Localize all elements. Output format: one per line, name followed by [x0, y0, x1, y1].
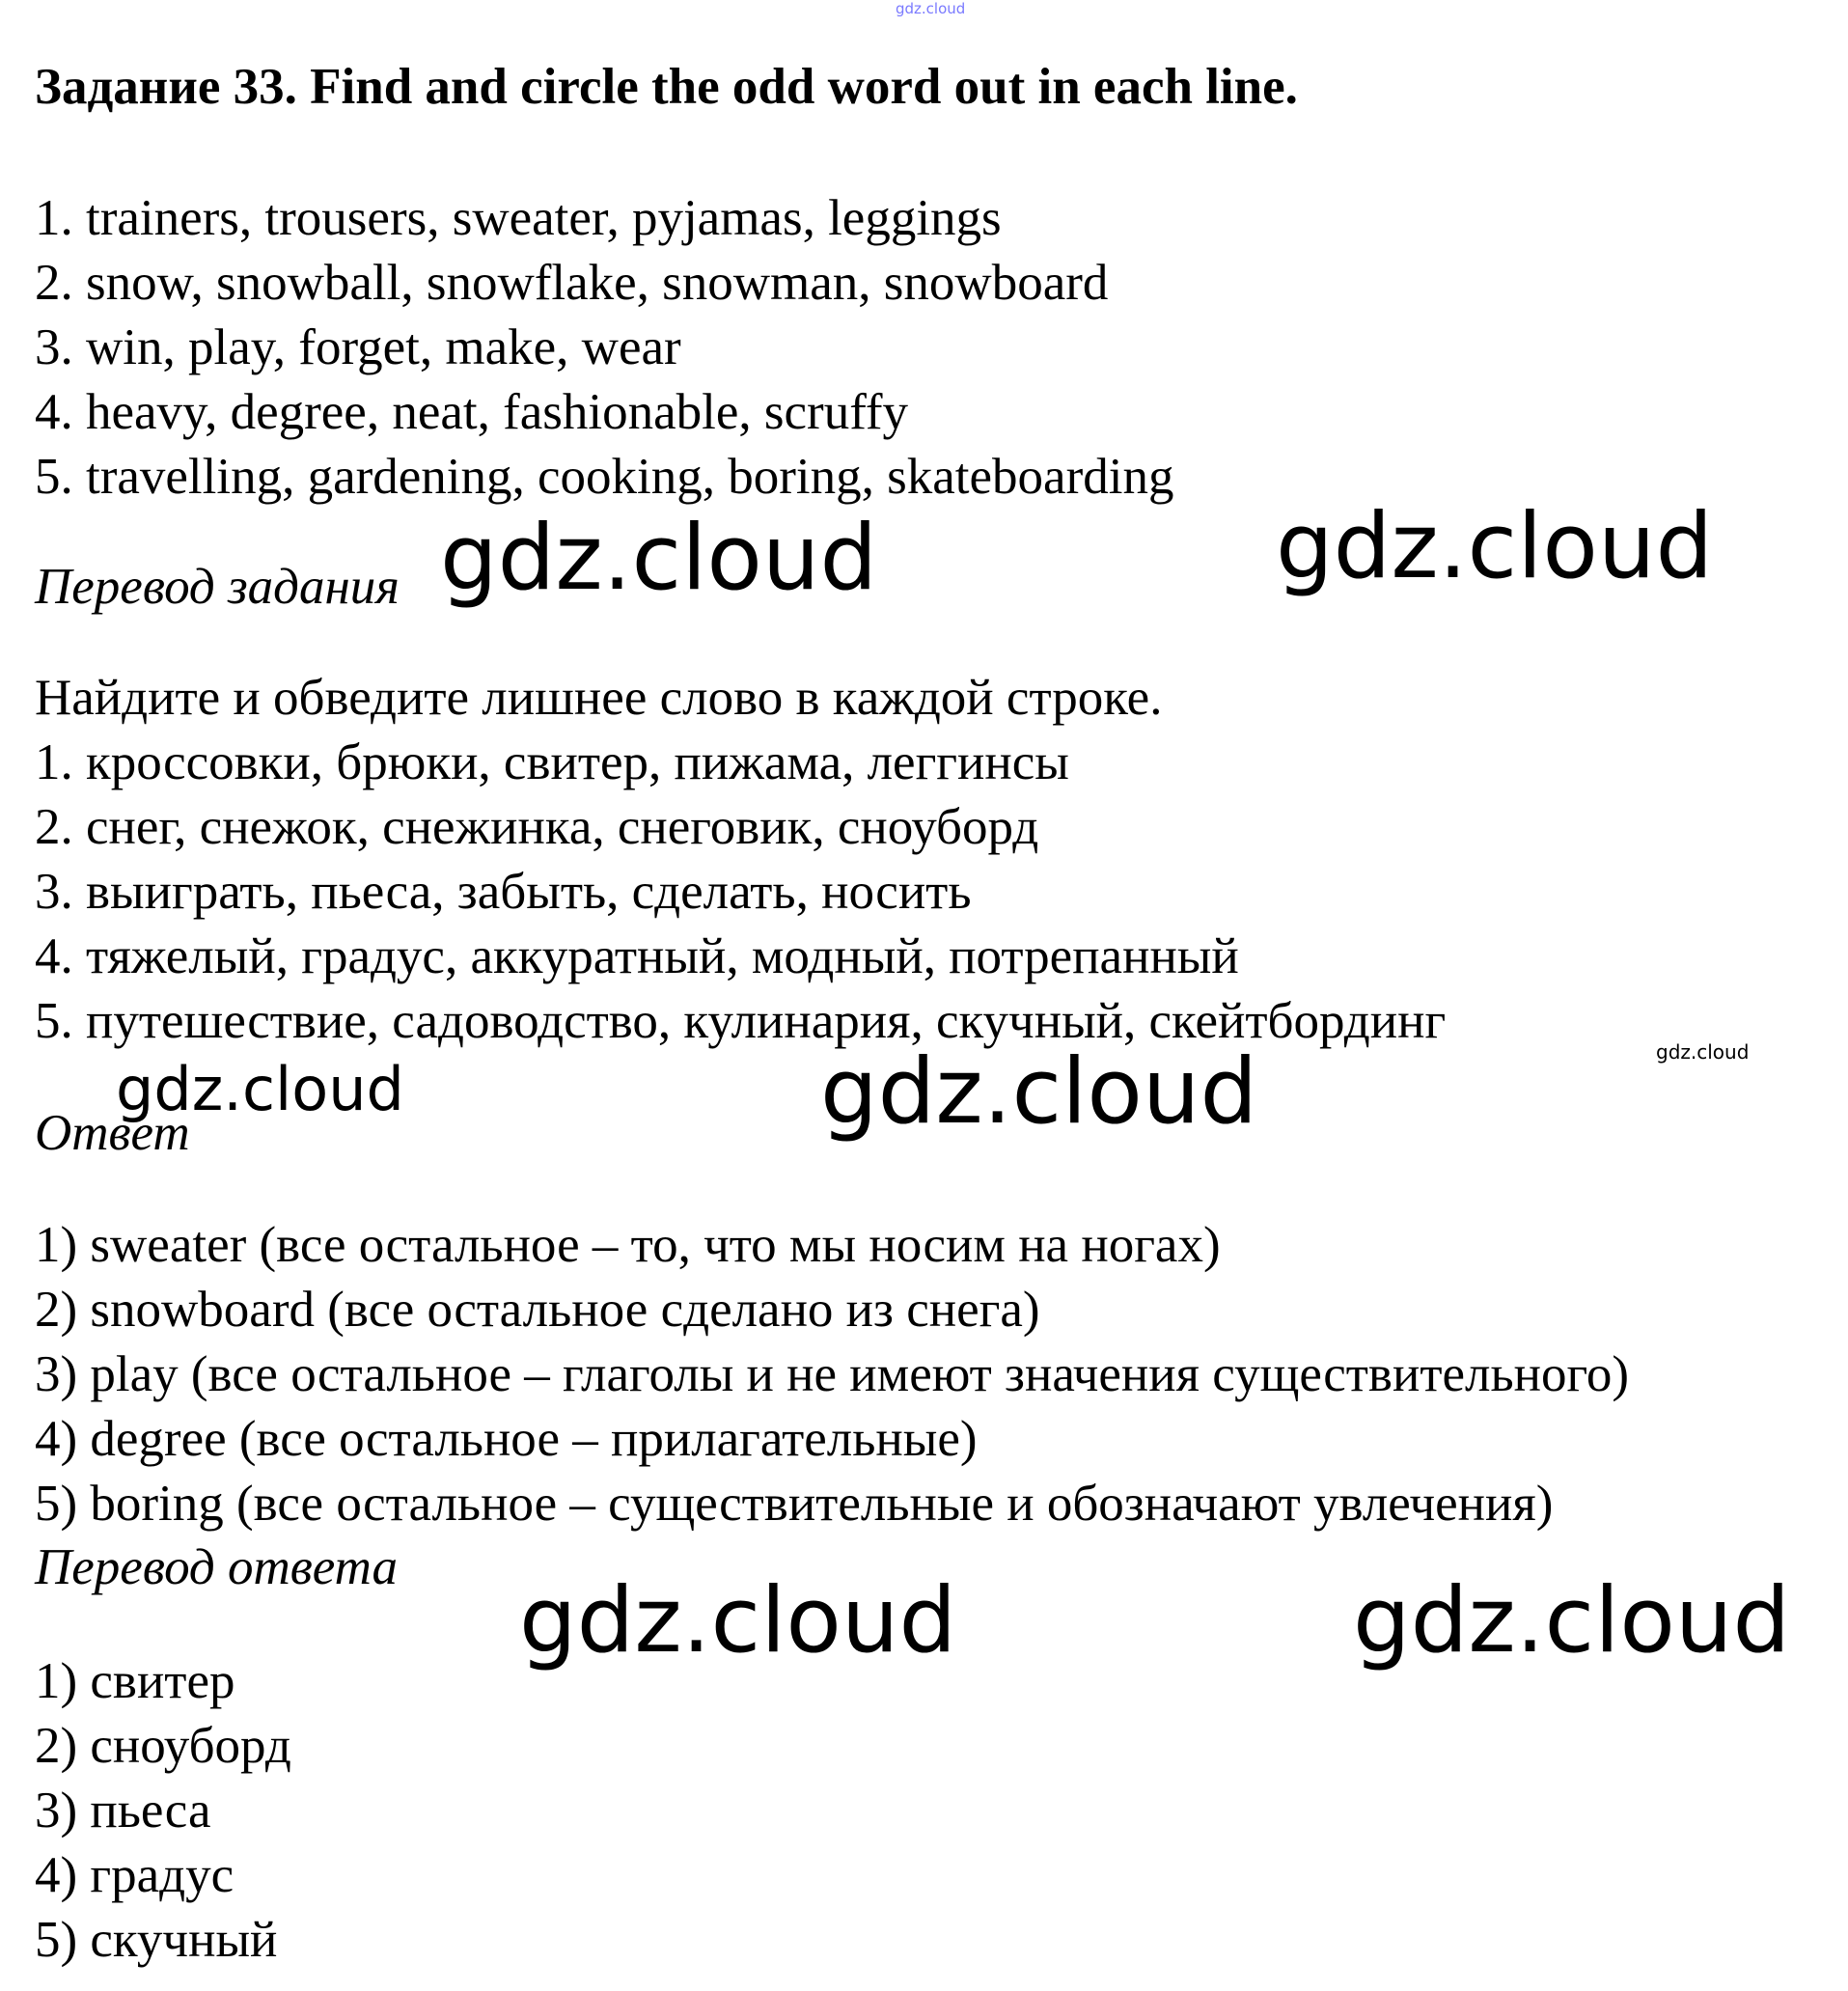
answer-line-5: 5) boring (все остальное – существительные и обозначают увлечения): [35, 1476, 1554, 1532]
translation-line-3: 3. выиграть, пьеса, забыть, сделать, носить: [35, 864, 972, 920]
answer-translation-line-5: 5) скучный: [35, 1912, 278, 1968]
answer-line-1: 1) sweater (все остальное – то, что мы носим на ногах): [35, 1217, 1221, 1273]
answer-line-4: 4) degree (все остальное – прилагательные): [35, 1411, 978, 1467]
answer-translation-line-1: 1) свитер: [35, 1653, 235, 1709]
answer-translation-line-3: 3) пьеса: [35, 1783, 211, 1839]
translation-line-2: 2. снег, снежок, снежинка, снеговик, сноуборд: [35, 799, 1039, 855]
translation-line-1: 1. кроссовки, брюки, свитер, пижама, леггинсы: [35, 734, 1069, 790]
task-line-4: 4. heavy, degree, neat, fashionable, scruffy: [35, 384, 909, 440]
answer-line-3: 3) play (все остальное – глаголы и не имеют значения существительного): [35, 1346, 1630, 1402]
task-title: Задание 33. Find and circle the odd word out in each line.: [35, 59, 1298, 115]
task-line-2: 2. snow, snowball, snowflake, snowman, snowboard: [35, 255, 1109, 311]
translation-line-5: 5. путешествие, садоводство, кулинария, скучный, скейтбординг: [35, 993, 1447, 1049]
translation-line-4: 4. тяжелый, градус, аккуратный, модный, потрепанный: [35, 928, 1239, 984]
watermark: gdz.cloud: [440, 506, 878, 611]
watermark: gdz.cloud: [519, 1568, 957, 1673]
task-line-1: 1. trainers, trousers, sweater, pyjamas, leggings: [35, 190, 1002, 246]
answer-translation-heading: Перевод ответа: [35, 1539, 399, 1595]
task-line-5: 5. travelling, gardening, cooking, boring, skateboarding: [35, 449, 1174, 505]
translation-intro: Найдите и обведите лишнее слово в каждой строке.: [35, 670, 1163, 726]
watermark: gdz.cloud: [1353, 1568, 1791, 1673]
watermark: gdz.cloud: [1656, 1040, 1750, 1064]
answer-line-2: 2) snowboard (все остальное сделано из снега): [35, 1282, 1040, 1338]
answer-heading: Ответ: [35, 1105, 190, 1161]
watermark-top: gdz.cloud: [896, 0, 966, 17]
translation-heading: Перевод задания: [35, 559, 400, 615]
answer-translation-line-2: 2) сноуборд: [35, 1718, 291, 1774]
task-line-3: 3. win, play, forget, make, wear: [35, 319, 681, 375]
watermark: gdz.cloud: [1276, 494, 1714, 599]
answer-translation-line-4: 4) градус: [35, 1847, 234, 1903]
watermark: gdz.cloud: [116, 1054, 404, 1124]
watermark: gdz.cloud: [820, 1039, 1258, 1145]
